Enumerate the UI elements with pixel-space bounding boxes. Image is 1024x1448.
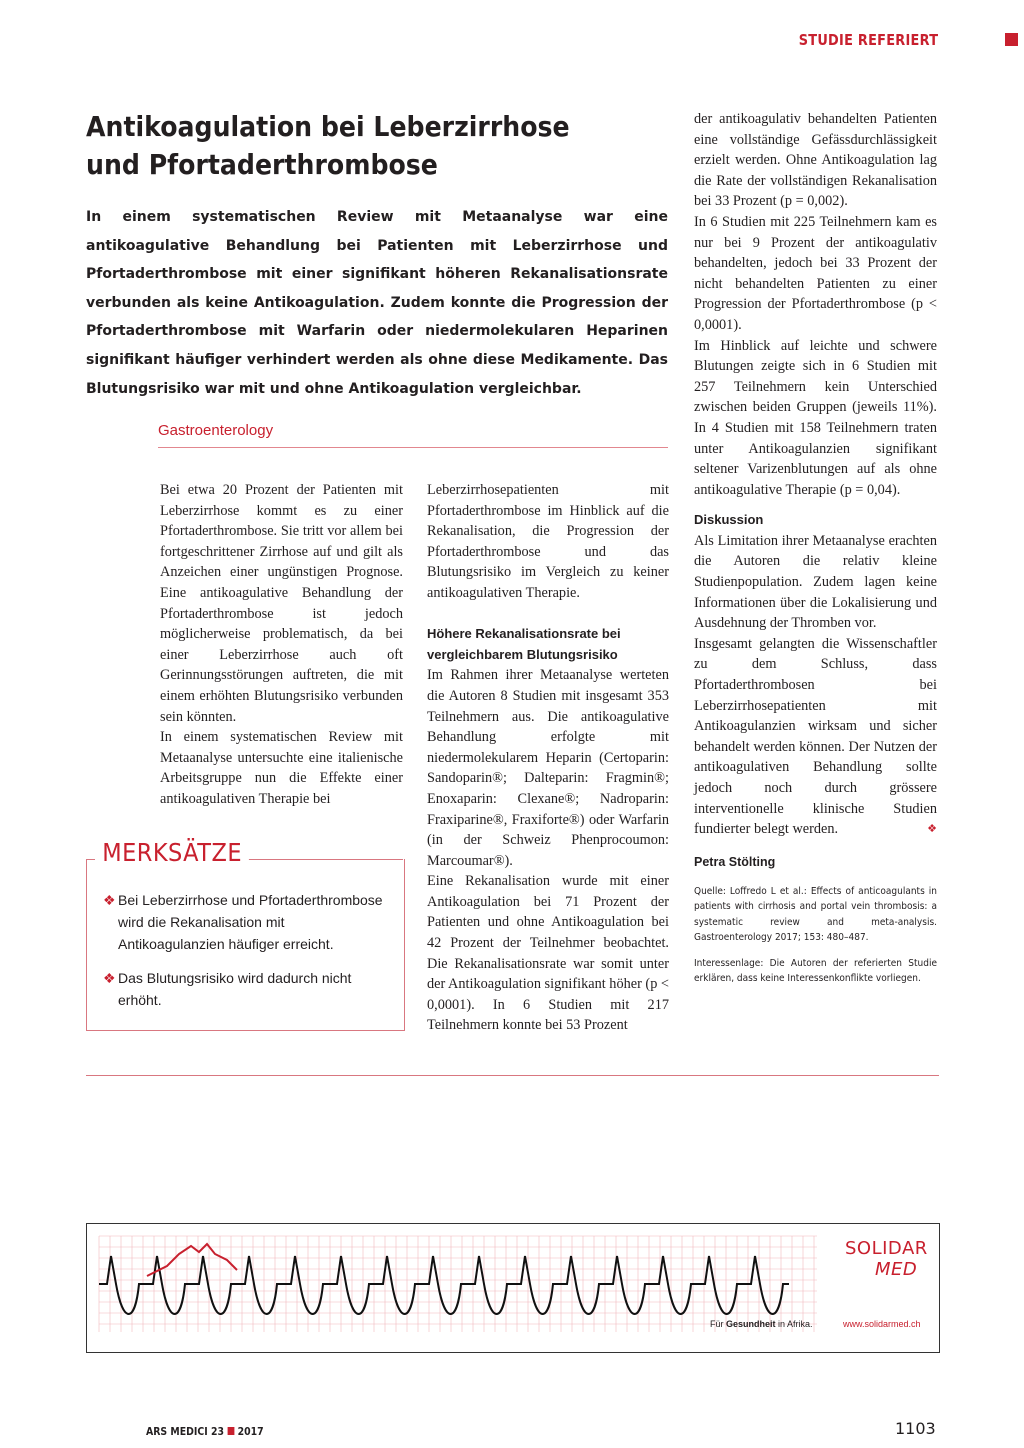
- author: Petra Stölting: [694, 854, 776, 869]
- slogan-text: in Afrika.: [775, 1319, 813, 1329]
- paragraph: der antikoagulativ behandelten Patienten eine vollständige Gefässdurchlässigkeit erzielt werden. Ohne Antikoagulation lag die Rate der vollständigen Rekanalisation bei 33 Prozent (p = 0,002).: [694, 111, 937, 210]
- paragraph: Leberzirrhosepatienten mit Pfortaderthrombose im Hinblick auf die Rekanalisation, die Progression der Pfortaderthrombose und das Blutungsrisiko im Vergleich zu keiner antikoagulativen Therapie.: [427, 482, 669, 601]
- slogan-text: Für: [710, 1319, 727, 1329]
- ecg-wave: [99, 1256, 789, 1314]
- footer-square: [227, 1427, 234, 1435]
- paragraph: Als Limitation ihrer Metaanalyse erachten die Autoren die relativ kleine Studienpopulation. Zudem lagen keine Informationen über die Lokalisierung und Ausdehnung der Thromben vor.: [694, 532, 937, 632]
- merksaetze-title: MERKSÄTZE: [95, 838, 249, 867]
- paragraph: In einem systematischen Review mit Metaanalyse untersuchte eine italienische Arbeitsgruppe nun die Effekte einer antikoagulativen Therapie bei: [160, 729, 403, 807]
- title-line-2: und Pfortaderthrombose: [86, 148, 438, 181]
- ad-url-link[interactable]: www.solidarmed.ch: [843, 1319, 921, 1329]
- source-note: Quelle: Loffredo L et al.: Effects of anticoagulants in patients with cirrhosis and portal vein thrombosis: a systematic review and meta-analysis. Gastroenterology 2017; 153: 480–487.: [694, 885, 937, 944]
- solidarmed-logo-line2: MED: [875, 1259, 918, 1280]
- merksaetze-list: [103, 889, 393, 1023]
- divider: [86, 1075, 939, 1076]
- list-item-text: Bei Leberzirrhose und Pfortaderthrombose wird die Rekanalisation mit Antikoagulanzien häufiger erreicht.: [118, 892, 383, 952]
- end-mark-icon: ❖: [927, 822, 937, 836]
- diamond-bullet-icon: ❖: [103, 892, 116, 908]
- page-number: 1103: [895, 1419, 936, 1438]
- list-item-text: Das Blutungsrisiko wird dadurch nicht erhöht.: [118, 970, 352, 1008]
- paragraph: Eine Rekanalisation wurde mit einer Antikoagulation bei 71 Prozent der Patienten und ohne Antikoagulation bei 42 Prozent der Teilnehmer beobachtet. Die Rekanalisationsrate war somit unter der Antikoagulation signifikant höher (p < 0,0001). In 6 Studien mit 217 Teilnehmern konnte bei 53 Prozent: [427, 873, 669, 1034]
- body-column-3: [694, 109, 937, 987]
- section-square: [1005, 33, 1018, 46]
- paragraph: [694, 634, 937, 840]
- lead-text: In einem systematischen Review mit Metaanalyse war eine antikoagulative Behandlung bei Patienten mit Leberzirrhose und Pfortaderthrombose mit einer signifikant höheren Rekanalisationsrate verbunden als keine Antikoagulation. Zudem konnte die Progression der Pfortaderthrombose mit Warfarin oder niedermolekularen Heparinen signifikant häufiger verhindert werden als ohne diese Medikamente. Das Blutungsrisiko war mit und ohne Antikoagulation vergleichbar.: [86, 209, 668, 397]
- conflict-note: Interessenlage: Die Autoren der referierten Studie erklären, dass keine Interessenkonflikte vorliegen.: [694, 957, 937, 985]
- subheading: Höhere Rekanalisationsrate bei vergleichbarem Blutungsrisiko: [427, 626, 621, 662]
- ad-slogan: [710, 1319, 813, 1329]
- body-column-2: [427, 480, 669, 1036]
- title-line-1: Antikoagulation bei Leberzirrhose: [86, 110, 570, 143]
- solidarmed-logo: SOLIDAR: [845, 1238, 928, 1259]
- paragraph: Im Rahmen ihrer Metaanalyse werteten die Autoren 8 Studien mit insgesamt 353 Teilnehmern aus. Die antikoagulative Behandlung erfolgte mit niedermolekularem Heparin (Certoparin: Sandoparin®; Dalteparin: Fragmin®; Enoxaparin: Clexane®; Nadroparin: Fraxiparine®, Fraxiforte®) oder Warfarin (in der Schweiz Phenprocoumon: Marcoumar®).: [427, 667, 669, 869]
- paragraph: Bei etwa 20 Prozent der Patienten mit Leberzirrhose kommt es zu einer Pfortaderthrombose. Sie tritt vor allem bei fortgeschrittener Zirrhose auf und gilt als Anzeichen einer ungünstigen Prognose. Eine antikoagulative Behandlung der Pfortaderthrombose ist jedoch möglicherweise problematisch, da bei einer Leberzirrhose auch oft Gerinnungsstörungen auftreten, die mit einem erhöhten Blutungsrisiko verbunden sein könnten.: [160, 482, 403, 725]
- diamond-bullet-icon: ❖: [103, 970, 116, 986]
- divider: [158, 447, 668, 448]
- section-label: STUDIE REFERIERT: [798, 31, 938, 49]
- subheading: Diskussion: [694, 512, 764, 528]
- paragraph-text: Insgesamt gelangten die Wissenschaftler zu dem Schluss, dass Pfortaderthrombosen bei Leberzirrhosepatienten mit Antikoagulanzien wirksam und sicher behandelt werden können. Der Nutzen der antikoagulativen Behandlung sollte jedoch noch durch grössere interventionelle klinische Studien fundierter belegt werden.: [694, 635, 937, 838]
- slogan-emphasis: Gesundheit: [726, 1319, 776, 1329]
- body-column-1: [160, 480, 403, 810]
- article-title: [86, 108, 590, 184]
- journal-year: 2017: [237, 1425, 264, 1438]
- advertisement[interactable]: [86, 1223, 940, 1353]
- footer-journal: [146, 1425, 264, 1438]
- ecg-graphic: [87, 1224, 939, 1352]
- journal-name: ARS MEDICI 23: [146, 1425, 224, 1438]
- paragraph: In 6 Studien mit 225 Teilnehmern kam es nur bei 9 Prozent der antikoagulativ behandelten, jedoch bei 33 Prozent der nicht behandelten Patienten zu einer Progression der Pfortaderthrombose (p < 0,0001).: [694, 213, 937, 333]
- ecg-grid: [99, 1236, 817, 1332]
- list-item: [103, 967, 393, 1011]
- list-item: [103, 889, 393, 955]
- lead-paragraph: [86, 203, 668, 403]
- paragraph: Im Hinblick auf leichte und schwere Blutungen zeigte sich in 6 Studien mit 257 Teilnehmern kein Unterschied zwischen beiden Gruppen (jeweils 11%). In 4 Studien mit 158 Teilnehmern traten unter Antikoagulanzien signifikant seltener Varizenblutungen auf als ohne antikoagulative Therapie (p = 0,04).: [694, 337, 937, 498]
- journal-tag: Gastroenterology: [158, 422, 274, 439]
